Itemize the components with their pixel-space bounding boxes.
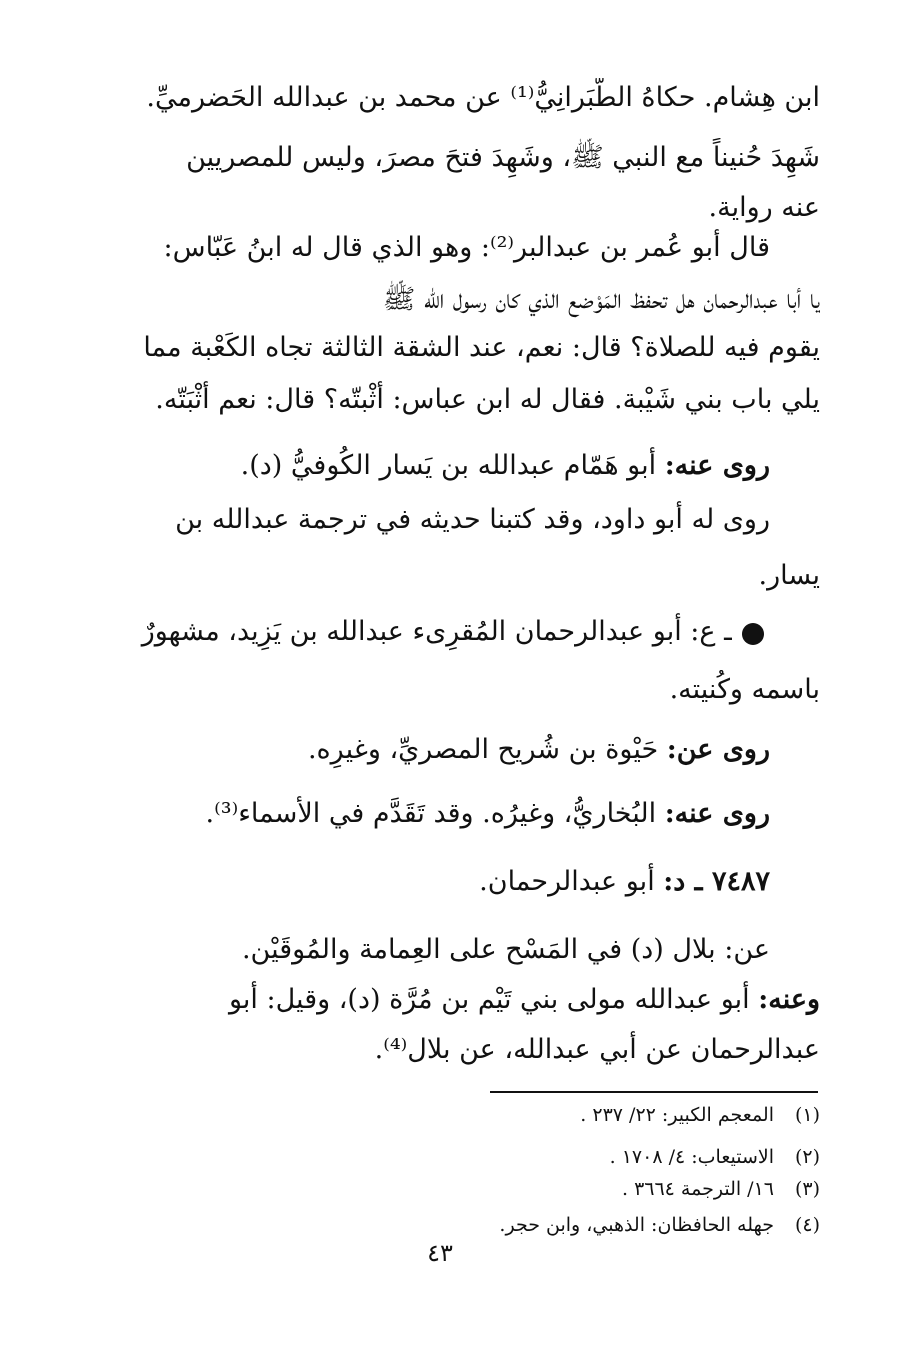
wa-anhu-label: وعنه:	[758, 984, 820, 1015]
entry-7487-label: ٧٤٨٧ ـ د:	[663, 866, 770, 897]
narrated-from-him-text: أبو هَمّام عبدالله بن يَسار الكُوفيُّ (د).	[240, 450, 665, 481]
rawa-line-2: يسار.	[758, 560, 820, 591]
footnote-4-text: جهله الحافظان: الذهبي، وابن حجر.	[499, 1214, 774, 1236]
narrated-from-him-label-2: روى عنه:	[664, 798, 770, 829]
body-line-4: قال أبو عُمر بن عبدالبر⁽²⁾: وهو الذي قال له ابنُ عَبّاس:	[163, 232, 770, 263]
narrated-from-him-label: روى عنه:	[664, 450, 770, 481]
body-line-5: يا أبا عبدالرحمان هل تحفظ المَوْضع الذي كان رسول الله ﷺ	[382, 284, 820, 315]
body-line-3: عنه رواية.	[708, 192, 820, 223]
entry-ain-line-2: باسمه وكُنيته.	[669, 674, 820, 705]
narrated-from-him-line	[190, 446, 770, 486]
page-number: ٤٣	[427, 1239, 453, 1267]
footnote-2-text: الاستيعاب: ٤/ ١٧٠٨ .	[609, 1146, 774, 1168]
narrated-from-label: روى عن:	[666, 734, 770, 765]
an-bilal-line: عن: بلال (د) في المَسْح على العِمامة والمُوقَيْن.	[241, 934, 770, 965]
body-line-6: يقوم فيه للصلاة؟ قال: نعم، عند الشقة الثالثة تجاه الكَعْبة مما	[143, 332, 820, 363]
footnote-3-number: (٣)	[794, 1178, 820, 1200]
footnote-1-text: المعجم الكبير: ٢٢/ ٢٣٧ .	[580, 1104, 774, 1126]
entry-bullet-icon	[742, 623, 764, 645]
entry-ain-line-1: ـ ع: أبو عبدالرحمان المُقرِىء عبدالله بن يَزِيد، مشهورٌ	[141, 616, 732, 647]
footnote-2	[440, 1144, 820, 1170]
entry-7487-line	[400, 862, 770, 902]
footnote-1-number: (١)	[794, 1104, 820, 1126]
footnote-2-number: (٢)	[794, 1146, 820, 1168]
entry-7487-text: أبو عبدالرحمان.	[479, 866, 664, 897]
wa-anhu-text: أبو عبدالله مولى بني تَيْم بن مُرَّة (د)، وقيل: أبو	[228, 984, 759, 1015]
footnote-1	[440, 1102, 820, 1128]
body-line-1: ابن هِشام. حكاهُ الطَّبَرانِيُّ⁽¹⁾ عن محمد بن عبدالله الحَضرميِّ.	[146, 82, 820, 113]
footnote-3-text: ١٦/ الترجمة ٣٦٦٤ .	[621, 1178, 774, 1200]
footnote-3	[440, 1176, 820, 1202]
narrated-from-him-line-2	[150, 794, 770, 834]
last-body-line: عبدالرحمان عن أبي عبدالله، عن بلال⁽⁴⁾.	[374, 1034, 820, 1065]
footnote-separator	[490, 1091, 818, 1093]
rawa-line-1: روى له أبو داود، وقد كتبنا حديثه في ترجمة عبدالله بن	[175, 504, 770, 535]
footnote-4-number: (٤)	[794, 1214, 820, 1236]
body-line-2: شَهِدَ حُنيناً مع النبي ﷺ، وشَهِدَ فتحَ مصرَ، وليس للمصريين	[186, 142, 820, 173]
body-line-7: يلي باب بني شَيْبة. فقال له ابن عباس: أثْبتّه؟ قال: نعم أثْبَتّه.	[155, 384, 820, 415]
narrated-from-text: حَيْوة بن شُريح المصريِّ، وغيرِه.	[307, 734, 667, 765]
wa-anhu-line	[120, 980, 820, 1020]
footnote-4	[400, 1212, 820, 1238]
narrated-from-him-text-2: البُخاريُّ، وغيرُه. وقد تَقَدَّم في الأسماء⁽³⁾.	[205, 798, 665, 829]
narrated-from-line	[240, 730, 770, 770]
